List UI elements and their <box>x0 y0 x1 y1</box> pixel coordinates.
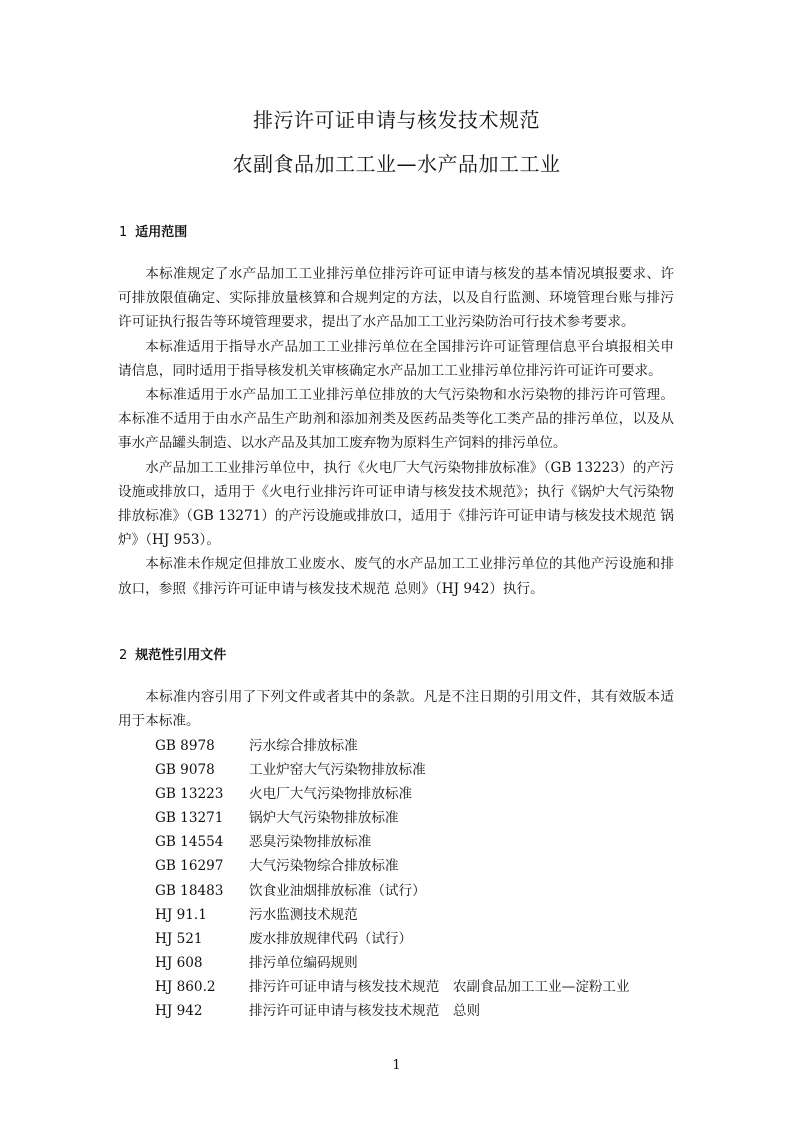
reference-name: 污水综合排放标准 <box>249 738 358 754</box>
reference-code: GB 8978 <box>155 738 215 754</box>
reference-item <box>155 806 630 830</box>
paragraph: 本标准未作规定但排放工业废水、废气的水产品加工工业排污单位的其他产污设施和排放口，参照《排污许可证申请与核发技术规范 总则》（HJ 942）执行。 <box>118 556 674 597</box>
document-title-line2: 农副食品加工工业—水产品加工工业 <box>232 152 561 176</box>
section-number: 2 <box>119 648 128 663</box>
reference-code: GB 14554 <box>155 834 224 851</box>
reference-item <box>155 879 630 903</box>
reference-code: HJ 91.1 <box>155 906 207 923</box>
reference-item <box>155 927 630 951</box>
reference-item <box>155 854 630 878</box>
reference-name: 排污许可证申请与核发技术规范 总则 <box>249 1003 481 1020</box>
reference-name: 大气污染物综合排放标准 <box>249 858 399 875</box>
section-body <box>118 262 674 601</box>
reference-name: 排污许可证申请与核发技术规范 农副食品加工工业—淀粉工业 <box>249 978 630 995</box>
reference-code: GB 13223 <box>155 786 224 803</box>
reference-item <box>155 830 630 854</box>
page-number: 1 <box>392 1058 401 1073</box>
reference-name: 饮食业油烟排放标准（试行） <box>249 882 426 899</box>
paragraph: 本标准内容引用了下列文件或者其中的条款。凡是不注日期的引用文件，其有效版本适用于本标准。 <box>118 689 674 730</box>
section-title: 适用范围 <box>135 225 188 240</box>
reference-code: GB 18483 <box>155 882 224 899</box>
paragraph: 本标准适用于指导水产品加工工业排污单位在全国排污许可证管理信息平台填报相关申请信息，同时适用于指导核发机关审核确定水产品加工工业排污单位排污许可证许可要求。 <box>118 338 674 379</box>
reference-name: 恶臭污染物排放标准 <box>249 834 372 851</box>
reference-code: HJ 860.2 <box>155 978 216 995</box>
reference-code: GB 16297 <box>155 858 224 875</box>
reference-code: GB 9078 <box>155 762 215 779</box>
reference-name: 火电厂大气污染物排放标准 <box>249 786 413 803</box>
reference-name: 锅炉大气污染物排放标准 <box>249 810 399 827</box>
section-number: 1 <box>119 225 128 240</box>
section-heading <box>119 221 187 240</box>
section-heading <box>119 644 226 663</box>
reference-item <box>155 999 630 1023</box>
section-title: 规范性引用文件 <box>135 648 227 663</box>
reference-code: HJ 608 <box>155 954 203 971</box>
document-title-line1: 排污许可证申请与核发技术规范 <box>253 108 540 132</box>
reference-item <box>155 758 630 782</box>
reference-name: 排污单位编码规则 <box>249 954 358 971</box>
paragraph: 本标准适用于水产品加工工业排污单位排放的大气污染物和水污染物的排污许可管理。本标准不适用于由水产品生产助剂和添加剂类及医药品类等化工类产品的排污单位，以及从事水产品罐头制造、以水产品及其加工废弃物为原料生产饲料的排污单位。 <box>118 387 674 452</box>
reference-list <box>155 734 630 1023</box>
reference-name: 污水监测技术规范 <box>249 906 358 923</box>
reference-code: HJ 521 <box>155 930 203 947</box>
reference-item <box>155 951 630 975</box>
reference-item <box>155 782 630 806</box>
reference-item <box>155 734 630 758</box>
reference-item <box>155 903 630 927</box>
section-body <box>118 685 674 733</box>
paragraph: 水产品加工工业排污单位中，执行《火电厂大气污染物排放标准》（GB 13223）的产污设施或排放口，适用于《火电行业排污许可证申请与核发技术规范》；执行《锅炉大气污染物排放标准》（GB 13271）的产污设施或排放口，适用于《排污许可证申请与核发技术规范 锅炉》（HJ 953）。 <box>118 459 674 549</box>
reference-name: 废水排放规律代码（试行） <box>249 930 413 947</box>
reference-code: HJ 942 <box>155 1003 203 1020</box>
reference-item <box>155 975 630 999</box>
reference-code: GB 13271 <box>155 810 224 827</box>
reference-name: 工业炉窑大气污染物排放标准 <box>249 762 426 779</box>
paragraph: 本标准规定了水产品加工工业排污单位排污许可证申请与核发的基本情况填报要求、许可排放限值确定、实际排放量核算和合规判定的方法，以及自行监测、环境管理台账与排污许可证执行报告等环境管理要求，提出了水产品加工工业污染防治可行技术参考要求。 <box>118 266 674 331</box>
